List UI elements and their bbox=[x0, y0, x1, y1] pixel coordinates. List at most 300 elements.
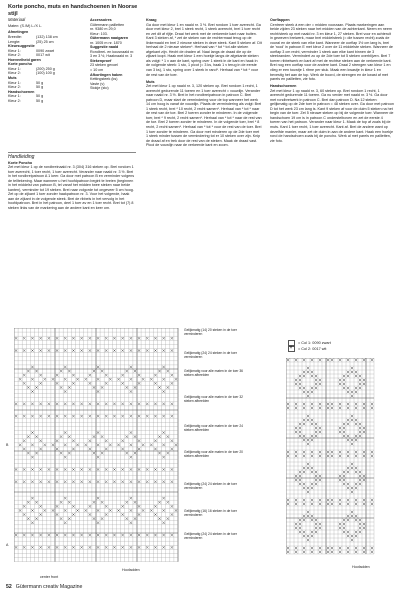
cross-cell-icon bbox=[31, 534, 33, 536]
cross-cell-icon bbox=[339, 547, 341, 549]
cross-cell-icon bbox=[295, 379, 297, 381]
muts-heading: Muts bbox=[146, 79, 155, 84]
cross-cell-icon bbox=[105, 337, 107, 339]
cross-cell-icon bbox=[351, 491, 353, 493]
cross-cell-icon bbox=[347, 435, 349, 437]
cross-cell-icon bbox=[154, 448, 156, 450]
cross-cell-icon bbox=[146, 349, 148, 351]
cross-cell-icon bbox=[101, 435, 103, 437]
cross-cell-icon bbox=[315, 435, 317, 437]
cross-cell-icon bbox=[303, 487, 305, 489]
cross-cell-icon bbox=[351, 391, 353, 393]
cross-cell-icon bbox=[113, 546, 115, 548]
legend-item: = Col 1: 0090 zwart bbox=[288, 340, 331, 346]
cross-cell-icon bbox=[319, 547, 321, 549]
cross-cell-icon bbox=[15, 415, 17, 417]
cross-cell-icon bbox=[299, 435, 301, 437]
cross-cell-icon bbox=[319, 359, 321, 361]
cross-cell-icon bbox=[158, 452, 160, 454]
cross-cell-icon bbox=[76, 509, 78, 511]
cross-cell-icon bbox=[158, 435, 160, 437]
cross-cell-icon bbox=[303, 515, 305, 517]
cross-cell-icon bbox=[359, 427, 361, 429]
cross-cell-icon bbox=[105, 440, 107, 442]
cross-cell-icon bbox=[48, 546, 50, 548]
cross-cell-icon bbox=[93, 517, 95, 519]
cross-cell-icon bbox=[307, 443, 309, 445]
cross-cell-icon bbox=[23, 481, 25, 483]
cross-cell-icon bbox=[319, 475, 321, 477]
cross-cell-icon bbox=[138, 349, 140, 351]
cross-cell-icon bbox=[331, 451, 333, 453]
cross-cell-icon bbox=[39, 505, 41, 507]
cross-cell-icon bbox=[105, 534, 107, 536]
cross-cell-icon bbox=[154, 374, 156, 376]
cross-cell-icon bbox=[105, 513, 107, 515]
cross-cell-icon bbox=[89, 440, 91, 442]
cross-cell-icon bbox=[89, 448, 91, 450]
cross-cell-icon bbox=[130, 415, 132, 417]
cross-cell-icon bbox=[339, 451, 341, 453]
cross-cell-icon bbox=[295, 427, 297, 429]
qty-row: Kleur 1: 50 g bbox=[8, 94, 44, 99]
cross-cell-icon bbox=[64, 415, 66, 417]
cross-cell-icon bbox=[113, 468, 115, 470]
cross-cell-icon bbox=[109, 444, 111, 446]
cross-cell-icon bbox=[167, 517, 169, 519]
measure-row: Lengte: (25) 25 cm bbox=[8, 39, 54, 44]
cross-cell-icon bbox=[343, 479, 345, 481]
cross-cell-icon bbox=[15, 403, 17, 405]
cross-cell-icon bbox=[371, 499, 373, 501]
cross-cell-icon bbox=[355, 519, 357, 521]
cross-cell-icon bbox=[303, 455, 305, 457]
cross-cell-icon bbox=[31, 546, 33, 548]
cross-cell-icon bbox=[307, 463, 309, 465]
cross-cell-icon bbox=[52, 509, 54, 511]
cross-cell-icon bbox=[154, 468, 156, 470]
cross-cell-icon bbox=[56, 513, 58, 515]
cross-cell-icon bbox=[150, 444, 152, 446]
cross-cell-icon bbox=[97, 366, 99, 368]
cross-cell-icon bbox=[154, 349, 156, 351]
cross-cell-icon bbox=[171, 403, 173, 405]
cross-cell-icon bbox=[311, 499, 313, 501]
cross-cell-icon bbox=[154, 415, 156, 417]
cross-cell-icon bbox=[339, 379, 341, 381]
cross-cell-icon bbox=[89, 534, 91, 536]
cross-cell-icon bbox=[121, 337, 123, 339]
cross-cell-icon bbox=[105, 481, 107, 483]
cross-cell-icon bbox=[35, 386, 37, 388]
cross-cell-icon bbox=[89, 337, 91, 339]
cross-cell-icon bbox=[44, 444, 46, 446]
cross-cell-icon bbox=[343, 483, 345, 485]
cross-cell-icon bbox=[101, 517, 103, 519]
cross-cell-icon bbox=[105, 468, 107, 470]
cross-cell-icon bbox=[299, 475, 301, 477]
cross-cell-icon bbox=[39, 468, 41, 470]
cross-cell-icon bbox=[307, 487, 309, 489]
chart-label-i: Gelijkmatig (24) 24 steken in de toer verminderen bbox=[184, 532, 237, 540]
cross-cell-icon bbox=[319, 451, 321, 453]
cross-cell-icon bbox=[287, 403, 289, 405]
qty-sub: Korte poncho bbox=[8, 62, 32, 67]
chart-label-g: Gelijkmatig (24) 24 steken in de toer verminderen bbox=[184, 482, 237, 490]
cross-cell-icon bbox=[138, 468, 140, 470]
cross-cell-icon bbox=[171, 448, 173, 450]
cross-cell-icon bbox=[307, 415, 309, 417]
cross-cell-icon bbox=[303, 535, 305, 537]
cross-cell-icon bbox=[355, 359, 357, 361]
cross-cell-icon bbox=[351, 443, 353, 445]
cross-cell-icon bbox=[150, 378, 152, 380]
cross-cell-icon bbox=[359, 387, 361, 389]
cross-cell-icon bbox=[80, 534, 82, 536]
cross-cell-icon bbox=[355, 435, 357, 437]
cross-swatch-icon bbox=[288, 346, 295, 352]
cross-cell-icon bbox=[89, 546, 91, 548]
cross-cell-icon bbox=[311, 515, 313, 517]
cross-cell-icon bbox=[171, 481, 173, 483]
cross-cell-icon bbox=[171, 382, 173, 384]
cross-cell-icon bbox=[307, 419, 309, 421]
cross-cell-icon bbox=[162, 337, 164, 339]
cross-cell-icon bbox=[154, 382, 156, 384]
hat-heading: Muts bbox=[8, 75, 17, 80]
cross-cell-icon bbox=[80, 415, 82, 417]
cross-cell-icon bbox=[134, 370, 136, 372]
cross-cell-icon bbox=[175, 378, 177, 380]
accessory-line: Rondbrei- en kousnaald nr. 3 en 3 ½, Haaknaald nr. 3 bbox=[90, 49, 135, 59]
cross-cell-icon bbox=[303, 439, 305, 441]
accessory-line: nr. 1005 m nr. 1870 bbox=[90, 40, 122, 45]
cross-cell-icon bbox=[315, 519, 317, 521]
middle-column bbox=[146, 18, 262, 150]
cross-cell-icon bbox=[303, 423, 305, 425]
cross-cell-icon bbox=[311, 439, 313, 441]
cross-cell-icon bbox=[315, 387, 317, 389]
cross-cell-icon bbox=[27, 501, 29, 503]
cross-cell-icon bbox=[48, 534, 50, 536]
cross-cell-icon bbox=[121, 448, 123, 450]
cross-cell-icon bbox=[343, 427, 345, 429]
cross-cell-icon bbox=[31, 456, 33, 458]
cross-cell-icon bbox=[355, 515, 357, 517]
cross-cell-icon bbox=[331, 503, 333, 505]
cross-cell-icon bbox=[130, 497, 132, 499]
cross-cell-icon bbox=[80, 337, 82, 339]
cross-cell-icon bbox=[158, 370, 160, 372]
cross-cell-icon bbox=[117, 509, 119, 511]
cross-cell-icon bbox=[130, 390, 132, 392]
cross-cell-icon bbox=[171, 349, 173, 351]
cross-cell-icon bbox=[64, 431, 66, 433]
chart-label-e: Gelijkmatig voor alle maten in de toer 24 steken afbeelden bbox=[184, 424, 244, 432]
cross-cell-icon bbox=[295, 403, 297, 405]
accessory-line: Afkortingen haken bbox=[90, 72, 123, 77]
cross-cell-icon bbox=[311, 435, 313, 437]
cross-cell-icon bbox=[363, 379, 365, 381]
cross-cell-icon bbox=[31, 431, 33, 433]
cross-cell-icon bbox=[363, 359, 365, 361]
cross-cell-icon bbox=[162, 522, 164, 524]
cross-cell-icon bbox=[347, 551, 349, 553]
kraag-text: Ga door met kleur 1 en naald nr. 3 ½. Brei rondom 1 toer averecht. Ga door met kleur 2, brei 1 steek recht, 1 steek averecht, brei 1 toer recht en zet dit af rijtje. Draai het werk met de verkeerde kant naar buiten. Kant 3 steken af, * zet de steken van de rechtermaat terug op de linkernaald en brei 2 nieuwe steken in deze steek. Kant 5 steken af. Dit herhaal de 2 nieuwe steken*. Herhaal van * tot * tot alle steken afgekant zijn. Hecht de draden af. Naai langs de draad die op de zijkant loopt. Haak met kleur 1 een hoekje langs de afgekante steken als volgt: * 1 v aan de kant, spring over 1 steek in de kant en haak in de volgende steek: 1 sto, 1 picot (= 3 ks, haak 1 v terug in de eerste van 3 ks), 1 sto, spring over 1 steek in rand*. Herhaal van * tot * voor de rest van de toer. bbox=[146, 22, 262, 77]
cross-cell-icon bbox=[171, 546, 173, 548]
cross-cell-icon bbox=[23, 415, 25, 417]
instructions-heading: Handleiding bbox=[8, 154, 35, 160]
cross-cell-icon bbox=[56, 468, 58, 470]
cross-cell-icon bbox=[371, 359, 373, 361]
cross-cell-icon bbox=[359, 523, 361, 525]
cross-cell-icon bbox=[60, 370, 62, 372]
bottom-start-label: Hoofadden bbox=[122, 568, 140, 572]
cross-cell-icon bbox=[303, 467, 305, 469]
cross-cell-icon bbox=[355, 483, 357, 485]
cross-cell-icon bbox=[311, 503, 313, 505]
cross-cell-icon bbox=[162, 468, 164, 470]
cross-cell-icon bbox=[311, 531, 313, 533]
handschoenen-text: Zet met kleur 1 op naald nr. 3, 60 steken op. Brei rondom 1 recht, 1 averecht gedurende 11 toeren. Ga nu verder met naald nr. 3 ½. Ga door met rondbreiwerk in patroon C. Brei dan patroon D. Na 12 steken: gelijkmatig op de 2de toer in patroon = 48 steken over. Ga door met patroon D tot het werk 23 cm lang is. Kant 9 steken af voor de duim 5 steken na het begin van de toer. Zet 5 nieuwe steken op bij de volgende toer. Wanneer de handschoen 19 cm is in patroon C onderstelboven en zet de eerste 4 toeren van het patroon. Verander naar kleur 1. Maak de top af zoals bij de muts. Kant 1 toer recht, 1 toer averecht. Kant af. Brei de andere want op dezelfde manier, maar zet de duim in aan de andere kant. Haak een hoekje rond de handschoen zoals bij de poncho. Werk al met parels en pailletten, zie foto. bbox=[270, 88, 394, 143]
cross-cell-icon bbox=[339, 359, 341, 361]
cross-cell-icon bbox=[315, 379, 317, 381]
cross-cell-icon bbox=[39, 337, 41, 339]
cross-cell-icon bbox=[56, 349, 58, 351]
cross-cell-icon bbox=[101, 501, 103, 503]
cross-cell-icon bbox=[295, 523, 297, 525]
cross-cell-icon bbox=[299, 427, 301, 429]
accessories-heading: Accessoires bbox=[90, 18, 112, 22]
cross-cell-icon bbox=[351, 371, 353, 373]
cross-cell-icon bbox=[295, 407, 297, 409]
cross-cell-icon bbox=[311, 519, 313, 521]
cross-cell-icon bbox=[355, 403, 357, 405]
cross-cell-icon bbox=[299, 483, 301, 485]
cross-cell-icon bbox=[175, 509, 177, 511]
cross-cell-icon bbox=[351, 367, 353, 369]
cross-cell-icon bbox=[359, 527, 361, 529]
cross-cell-icon bbox=[315, 483, 317, 485]
cross-cell-icon bbox=[295, 359, 297, 361]
qty-row: Kleur 2: 50 g bbox=[8, 98, 44, 103]
cross-cell-icon bbox=[60, 501, 62, 503]
cross-cell-icon bbox=[138, 382, 140, 384]
cross-cell-icon bbox=[343, 387, 345, 389]
cross-cell-icon bbox=[162, 534, 164, 536]
cross-cell-icon bbox=[72, 382, 74, 384]
cross-cell-icon bbox=[347, 471, 349, 473]
knitting-chart-left bbox=[14, 328, 179, 563]
cross-cell-icon bbox=[64, 390, 66, 392]
qty-row: Kleur 1: (200) 250 g bbox=[8, 66, 55, 71]
qty-heading: Hoeveelheid garen bbox=[8, 57, 41, 62]
cross-cell-icon bbox=[154, 440, 156, 442]
cross-cell-icon bbox=[299, 375, 301, 377]
cross-cell-icon bbox=[162, 444, 164, 446]
cross-cell-icon bbox=[60, 386, 62, 388]
cross-cell-icon bbox=[39, 382, 41, 384]
cross-cell-icon bbox=[68, 435, 70, 437]
marker-b: B bbox=[6, 443, 9, 447]
cross-cell-icon bbox=[347, 375, 349, 377]
cross-cell-icon bbox=[126, 370, 128, 372]
cross-cell-icon bbox=[56, 546, 58, 548]
cross-cell-icon bbox=[138, 337, 140, 339]
cross-cell-icon bbox=[85, 444, 87, 446]
cross-cell-icon bbox=[27, 386, 29, 388]
cross-cell-icon bbox=[303, 499, 305, 501]
cross-cell-icon bbox=[97, 456, 99, 458]
cross-cell-icon bbox=[359, 519, 361, 521]
cross-cell-icon bbox=[363, 479, 365, 481]
cross-cell-icon bbox=[48, 481, 50, 483]
cross-cell-icon bbox=[142, 444, 144, 446]
cross-cell-icon bbox=[175, 444, 177, 446]
center-front-label: center front bbox=[40, 575, 59, 579]
qty-row: Kleur 2: 50 g bbox=[8, 85, 44, 90]
cross-cell-icon bbox=[339, 475, 341, 477]
legend-item: ×= Col 2: 0017 wit bbox=[288, 346, 331, 352]
cross-cell-icon bbox=[52, 444, 54, 446]
cross-cell-icon bbox=[343, 379, 345, 381]
cross-cell-icon bbox=[15, 468, 17, 470]
cross-cell-icon bbox=[162, 403, 164, 405]
cross-cell-icon bbox=[351, 539, 353, 541]
cross-cell-icon bbox=[109, 378, 111, 380]
cross-cell-icon bbox=[146, 403, 148, 405]
cross-cell-icon bbox=[23, 546, 25, 548]
cross-cell-icon bbox=[121, 349, 123, 351]
cross-cell-icon bbox=[56, 440, 58, 442]
cross-cell-icon bbox=[347, 519, 349, 521]
cross-cell-icon bbox=[319, 403, 321, 405]
cross-cell-icon bbox=[319, 407, 321, 409]
cross-cell-icon bbox=[327, 455, 329, 457]
cross-cell-icon bbox=[303, 371, 305, 373]
cross-cell-icon bbox=[97, 481, 99, 483]
cross-cell-icon bbox=[89, 382, 91, 384]
cross-cell-icon bbox=[27, 370, 29, 372]
cross-cell-icon bbox=[64, 444, 66, 446]
cross-cell-icon bbox=[48, 337, 50, 339]
cross-cell-icon bbox=[351, 419, 353, 421]
bottom-start-label-right: Hoofadden bbox=[352, 565, 370, 569]
sizes-text: Maten: (S./M) L./X L. bbox=[8, 23, 43, 28]
cross-cell-icon bbox=[303, 451, 305, 453]
cross-cell-icon bbox=[48, 415, 50, 417]
cross-cell-icon bbox=[339, 403, 341, 405]
cross-cell-icon bbox=[327, 499, 329, 501]
cross-cell-icon bbox=[343, 383, 345, 385]
cross-cell-icon bbox=[23, 403, 25, 405]
cross-cell-icon bbox=[138, 415, 140, 417]
cross-cell-icon bbox=[130, 403, 132, 405]
cross-cell-icon bbox=[331, 455, 333, 457]
cross-cell-icon bbox=[351, 439, 353, 441]
cross-cell-icon bbox=[303, 483, 305, 485]
cross-cell-icon bbox=[15, 337, 17, 339]
cross-cell-icon bbox=[68, 517, 70, 519]
cross-cell-icon bbox=[363, 455, 365, 457]
cross-cell-icon bbox=[60, 517, 62, 519]
cross-cell-icon bbox=[19, 444, 21, 446]
page-footer bbox=[6, 584, 82, 590]
cross-cell-icon bbox=[27, 435, 29, 437]
cross-cell-icon bbox=[363, 547, 365, 549]
chart-label-h: Gelijkmatig (16) 16 steken in de toer verminderen bbox=[184, 509, 237, 517]
cross-cell-icon bbox=[72, 415, 74, 417]
accessory-line: nr. 9380 m 29,0 bbox=[90, 27, 116, 32]
cross-cell-icon bbox=[167, 452, 169, 454]
cross-cell-icon bbox=[307, 511, 309, 513]
cross-cell-icon bbox=[138, 448, 140, 450]
cross-cell-icon bbox=[295, 383, 297, 385]
cross-cell-icon bbox=[56, 415, 58, 417]
divider bbox=[8, 152, 136, 153]
cross-cell-icon bbox=[307, 367, 309, 369]
cross-cell-icon bbox=[97, 337, 99, 339]
cross-cell-icon bbox=[287, 547, 289, 549]
cross-cell-icon bbox=[311, 487, 313, 489]
cross-cell-icon bbox=[371, 407, 373, 409]
chart-label-d: Gelijkmatig voor alle maten in de toer 32 steken afbeelden bbox=[184, 395, 244, 403]
cross-cell-icon bbox=[171, 440, 173, 442]
cross-cell-icon bbox=[295, 551, 297, 553]
cross-cell-icon bbox=[162, 481, 164, 483]
cross-cell-icon bbox=[56, 534, 58, 536]
cross-cell-icon bbox=[89, 374, 91, 376]
cross-cell-icon bbox=[23, 534, 25, 536]
cross-cell-icon bbox=[72, 374, 74, 376]
cross-cell-icon bbox=[339, 527, 341, 529]
cross-cell-icon bbox=[363, 475, 365, 477]
cross-cell-icon bbox=[287, 499, 289, 501]
color-heading: Kleursuggestie bbox=[8, 44, 35, 49]
cross-cell-icon bbox=[85, 378, 87, 380]
muts-text: Zet met kleur 1 op naald nr. 3, 120 steken op. Brei rondom 1 recht, 1 averecht gedurende 11 toeren en 1 toer averecht = vouwlijn. Verander naar naald nr. 3 ½. Brei in het rondbreipatroon in patroon C. Brei patroon D, maar start de vermindering voor de top wanneer het werk 14 cm hoog is vanaf de vouwlijn. Plaats de vermindering als volgt: Brei 1 steek recht, brei * 10 recht, 2 recht samen*. Herhaal van * tot * naar de rest van de toe. Brei 2 toeren zonder te minderen. In de volgende toer, brei * 9 recht, 2 recht samen*. Herhaal van * tot * naar de rest van de toe. Brei 2 toeren zonder te minderen. In de volgende toer, brei * 8 recht, 2 recht samen*. Herhaal van * tot * voor de rest van de toer. Brei 1 toer zonder te minderen. Ga door met minderen op de 2de toer met 1 steek minder tussen de vermindering tot er 10 steken over zijn. Knip de draad af en trek door de rest van de steken. Maak de draad vast. Plooi de vouwlijn naar de verkeerde kant en zoom. bbox=[146, 84, 262, 148]
cross-cell-icon bbox=[162, 497, 164, 499]
cross-cell-icon bbox=[319, 379, 321, 381]
kraag-heading: Kraag bbox=[146, 18, 157, 22]
cross-cell-icon bbox=[327, 551, 329, 553]
cross-cell-icon bbox=[355, 499, 357, 501]
cross-cell-icon bbox=[121, 374, 123, 376]
cross-cell-icon bbox=[311, 371, 313, 373]
cross-cell-icon bbox=[171, 374, 173, 376]
cross-cell-icon bbox=[39, 513, 41, 515]
cross-cell-icon bbox=[343, 531, 345, 533]
cross-cell-icon bbox=[146, 468, 148, 470]
cross-cell-icon bbox=[343, 527, 345, 529]
cross-cell-icon bbox=[35, 517, 37, 519]
cross-cell-icon bbox=[39, 403, 41, 405]
cross-cell-icon bbox=[347, 371, 349, 373]
cross-cell-icon bbox=[355, 487, 357, 489]
cross-cell-icon bbox=[355, 407, 357, 409]
cross-cell-icon bbox=[23, 382, 25, 384]
cross-cell-icon bbox=[72, 505, 74, 507]
cross-cell-icon bbox=[311, 375, 313, 377]
cross-cell-icon bbox=[31, 509, 33, 511]
cross-cell-icon bbox=[311, 419, 313, 421]
cross-cell-icon bbox=[359, 383, 361, 385]
cross-cell-icon bbox=[162, 349, 164, 351]
cross-cell-icon bbox=[121, 513, 123, 515]
cross-cell-icon bbox=[351, 415, 353, 417]
cross-cell-icon bbox=[359, 375, 361, 377]
cross-cell-icon bbox=[39, 440, 41, 442]
